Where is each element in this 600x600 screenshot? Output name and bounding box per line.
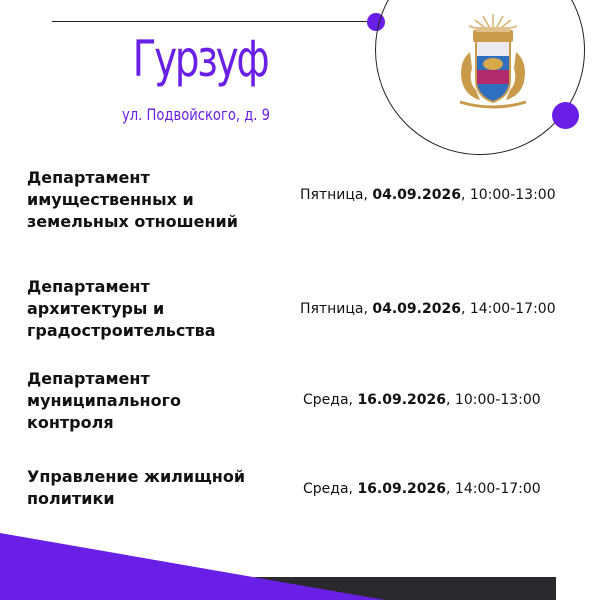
schedule-day: Пятница, (300, 301, 373, 317)
schedule-date: 04.09.2026 (372, 187, 461, 203)
address: ул. Подвойского, д. 9 (122, 105, 270, 124)
schedule-time: , 14:00-17:00 (460, 301, 556, 317)
department-name: Департамент муниципального контроля (27, 369, 181, 432)
schedule-day: Пятница, (300, 187, 373, 203)
schedule-time: , 14:00-17:00 (446, 481, 541, 497)
schedule-date: 16.09.2026 (357, 392, 447, 408)
schedule-time: , 10:00-13:00 (460, 187, 556, 203)
schedule-time: , 10:00-13:00 (446, 392, 541, 408)
schedule-date: 16.09.2026 (357, 481, 447, 497)
department-name: Управление жилищной политики (27, 467, 246, 508)
department-name: Департамент имущественных и земельных отношений (27, 168, 238, 231)
footer-purple-wedge (0, 533, 385, 600)
page-title: Гурзуф (132, 30, 268, 88)
schedule-day: Среда, (303, 392, 358, 408)
department-name: Департамент архитектуры и градостроительства (27, 277, 216, 340)
schedule-date: 04.09.2026 (372, 301, 461, 317)
schedule-day: Среда, (303, 481, 358, 497)
